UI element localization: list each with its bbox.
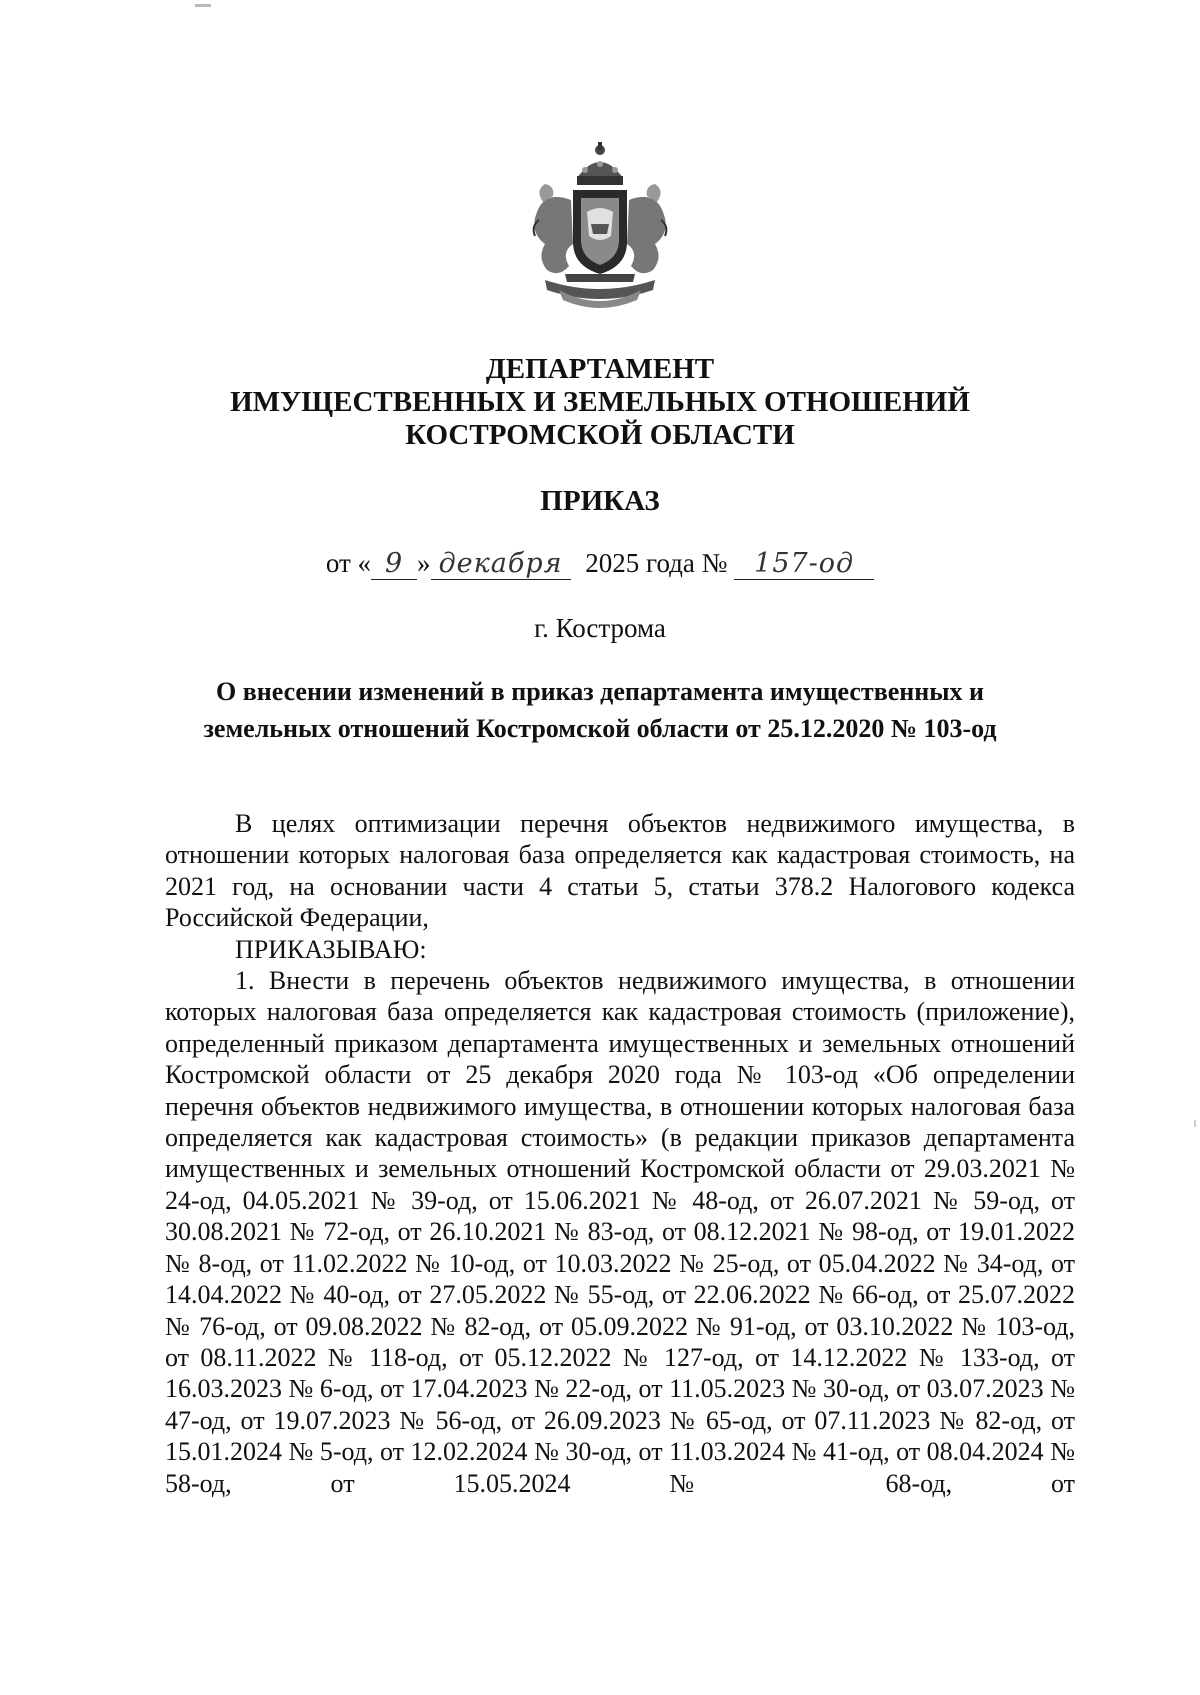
handwritten-day: 9 <box>371 548 417 580</box>
city-name: г. Кострома <box>534 613 666 643</box>
header-line: ИМУЩЕСТВЕННЫХ И ЗЕМЕЛЬНЫХ ОТНОШЕНИЙ <box>230 386 970 418</box>
order-title: ПРИКАЗ <box>540 485 660 517</box>
subject-line: О внесении изменений в приказ департамента имущественных и <box>215 677 985 706</box>
department-header <box>0 353 1200 452</box>
order-subject <box>150 673 1050 747</box>
coat-of-arms-icon <box>525 140 675 315</box>
subject-line: земельных отношений Костромской области от 25.12.2020 № 103-од <box>203 714 997 743</box>
year-text: 2025 года № <box>585 548 728 578</box>
quote-close: » <box>417 548 431 578</box>
handwritten-month: декабря <box>431 548 571 580</box>
handwritten-number: 157-од <box>734 548 874 580</box>
order-date-line <box>0 548 1200 580</box>
order-word: ПРИКАЗЫВАЮ: <box>235 934 427 964</box>
item-1-paragraph: 1. Внести в перечень объектов недвижимого имущества, в отношении которых налоговая база определяется как кадастровая стоимость (приложение), определенный приказом департамента имущественных и земельных отношений Костромской области от 25 декабря 2020 года № 103-од «Об определении перечня объектов недвижимого имущества, в отношении которых налоговая база определяется как кадастровая стоимость» (в редакции приказов департамента имущественных и земельных отношений Костромской области от 29.03.2021 № 24-од, 04.05.2021 № 39-од, от 15.06.2021 № 48-од, от 26.07.2021 № 59-од, от 30.08.2021 № 72-од, от 26.10.2021 № 83-од, от 08.12.2021 № 98-од, от 19.01.2022 № 8-од, от 11.02.2022 № 10-од, от 10.03.2022 № 25-од, от 05.04.2022 № 34-од, от 14.04.2022 № 40-од, от 27.05.2022 № 55-од, от 22.06.2022 № 66-од, от 25.07.2022 № 76-од, от 09.08.2022 № 82-од, от 05.09.2022 № 91-од, от 03.10.2022 № 103-од, от 08.11.2022 № 118-од, от 05.12.2022 № 127-од, от 14.12.2022 № 133-од, от 16.03.2023 № 6-од, от 17.04.2023 № 22-од, от 11.05.2023 № 30-од, от 03.07.2023 № 47-од, от 19.07.2023 № 56-од, от 26.09.2023 № 65-од, от 07.11.2023 № 82-од, от 15.01.2024 № 5-од, от 12.02.2024 № 30-од, от 11.03.2024 № 41-од, от 08.04.2024 № 58-од, от 15.05.2024 № 68-од, от <box>165 966 1075 1498</box>
from-prefix: от « <box>325 548 372 578</box>
scan-artifact <box>1194 1120 1196 1127</box>
order-body <box>165 808 1075 1499</box>
preamble-paragraph: В целях оптимизации перечня объектов недвижимого имущества, в отношении которых налоговая база определяется как кадастровая стоимость, на 2021 год, на основании части 4 статьи 5, статьи 378.2 Налогового кодекса Российской Федерации, <box>165 809 1075 933</box>
header-line: ДЕПАРТАМЕНТ <box>485 353 715 385</box>
header-line: КОСТРОМСКОЙ ОБЛАСТИ <box>405 419 795 451</box>
scan-artifact <box>195 4 211 7</box>
